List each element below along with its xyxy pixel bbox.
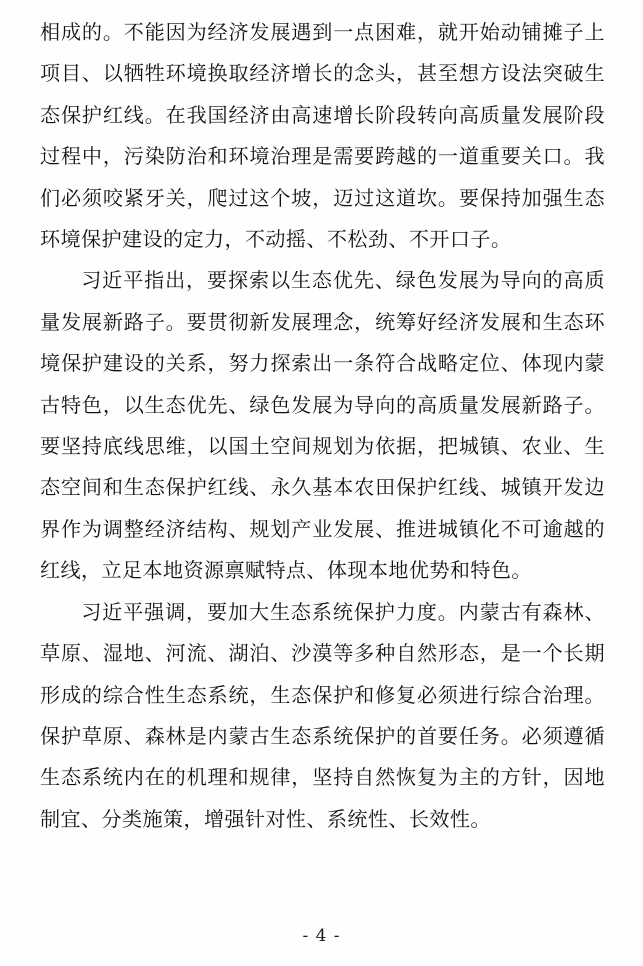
paragraph-2: 习近平指出，要探索以生态优先、绿色发展为导向的高质量发展新路子。要贯彻新发展理念，统筹好经济发展和生态环境保护建设的关系，努力探索出一条符合战略定位、体现内蒙古特色，以生态优先、绿色发展为导向的高质量发展新路子。要坚持底线思维，以国土空间规划为依据，把城镇、农业、生态空间和生态保护红线、永久基本农田保护红线、城镇开发边界作为调整经济结构、规划产业发展、推进城镇化不可逾越的红线，立足本地资源禀赋特点、体现本地优势和特色。 bbox=[40, 268, 605, 583]
paragraph-3: 习近平强调，要加大生态系统保护力度。内蒙古有森林、草原、湿地、河流、湖泊、沙漠等多种自然形态，是一个长期形成的综合性生态系统，生态保护和修复必须进行综合治理。保护草原、森林是内蒙古生态系统保护的首要任务。必须遵循生态系统内在的机理和规律，坚持自然恢复为主的方针，因地制宜、分类施策，增强针对性、系统性、长效性。 bbox=[40, 599, 605, 831]
paragraph-1: 相成的。不能因为经济发展遇到一点困难，就开始动铺摊子上项目、以牺牲环境换取经济增长的念头，甚至想方设法突破生态保护红线。在我国经济由高速增长阶段转向高质量发展阶段过程中，污染防治和环境治理是需要跨越的一道重要关口。我们必须咬紧牙关，爬过这个坡，迈过这道坎。要保持加强生态环境保护建设的定力，不动摇、不松劲、不开口子。 bbox=[40, 20, 605, 252]
page-number: - 4 - bbox=[302, 926, 341, 946]
document-body bbox=[40, 12, 605, 840]
